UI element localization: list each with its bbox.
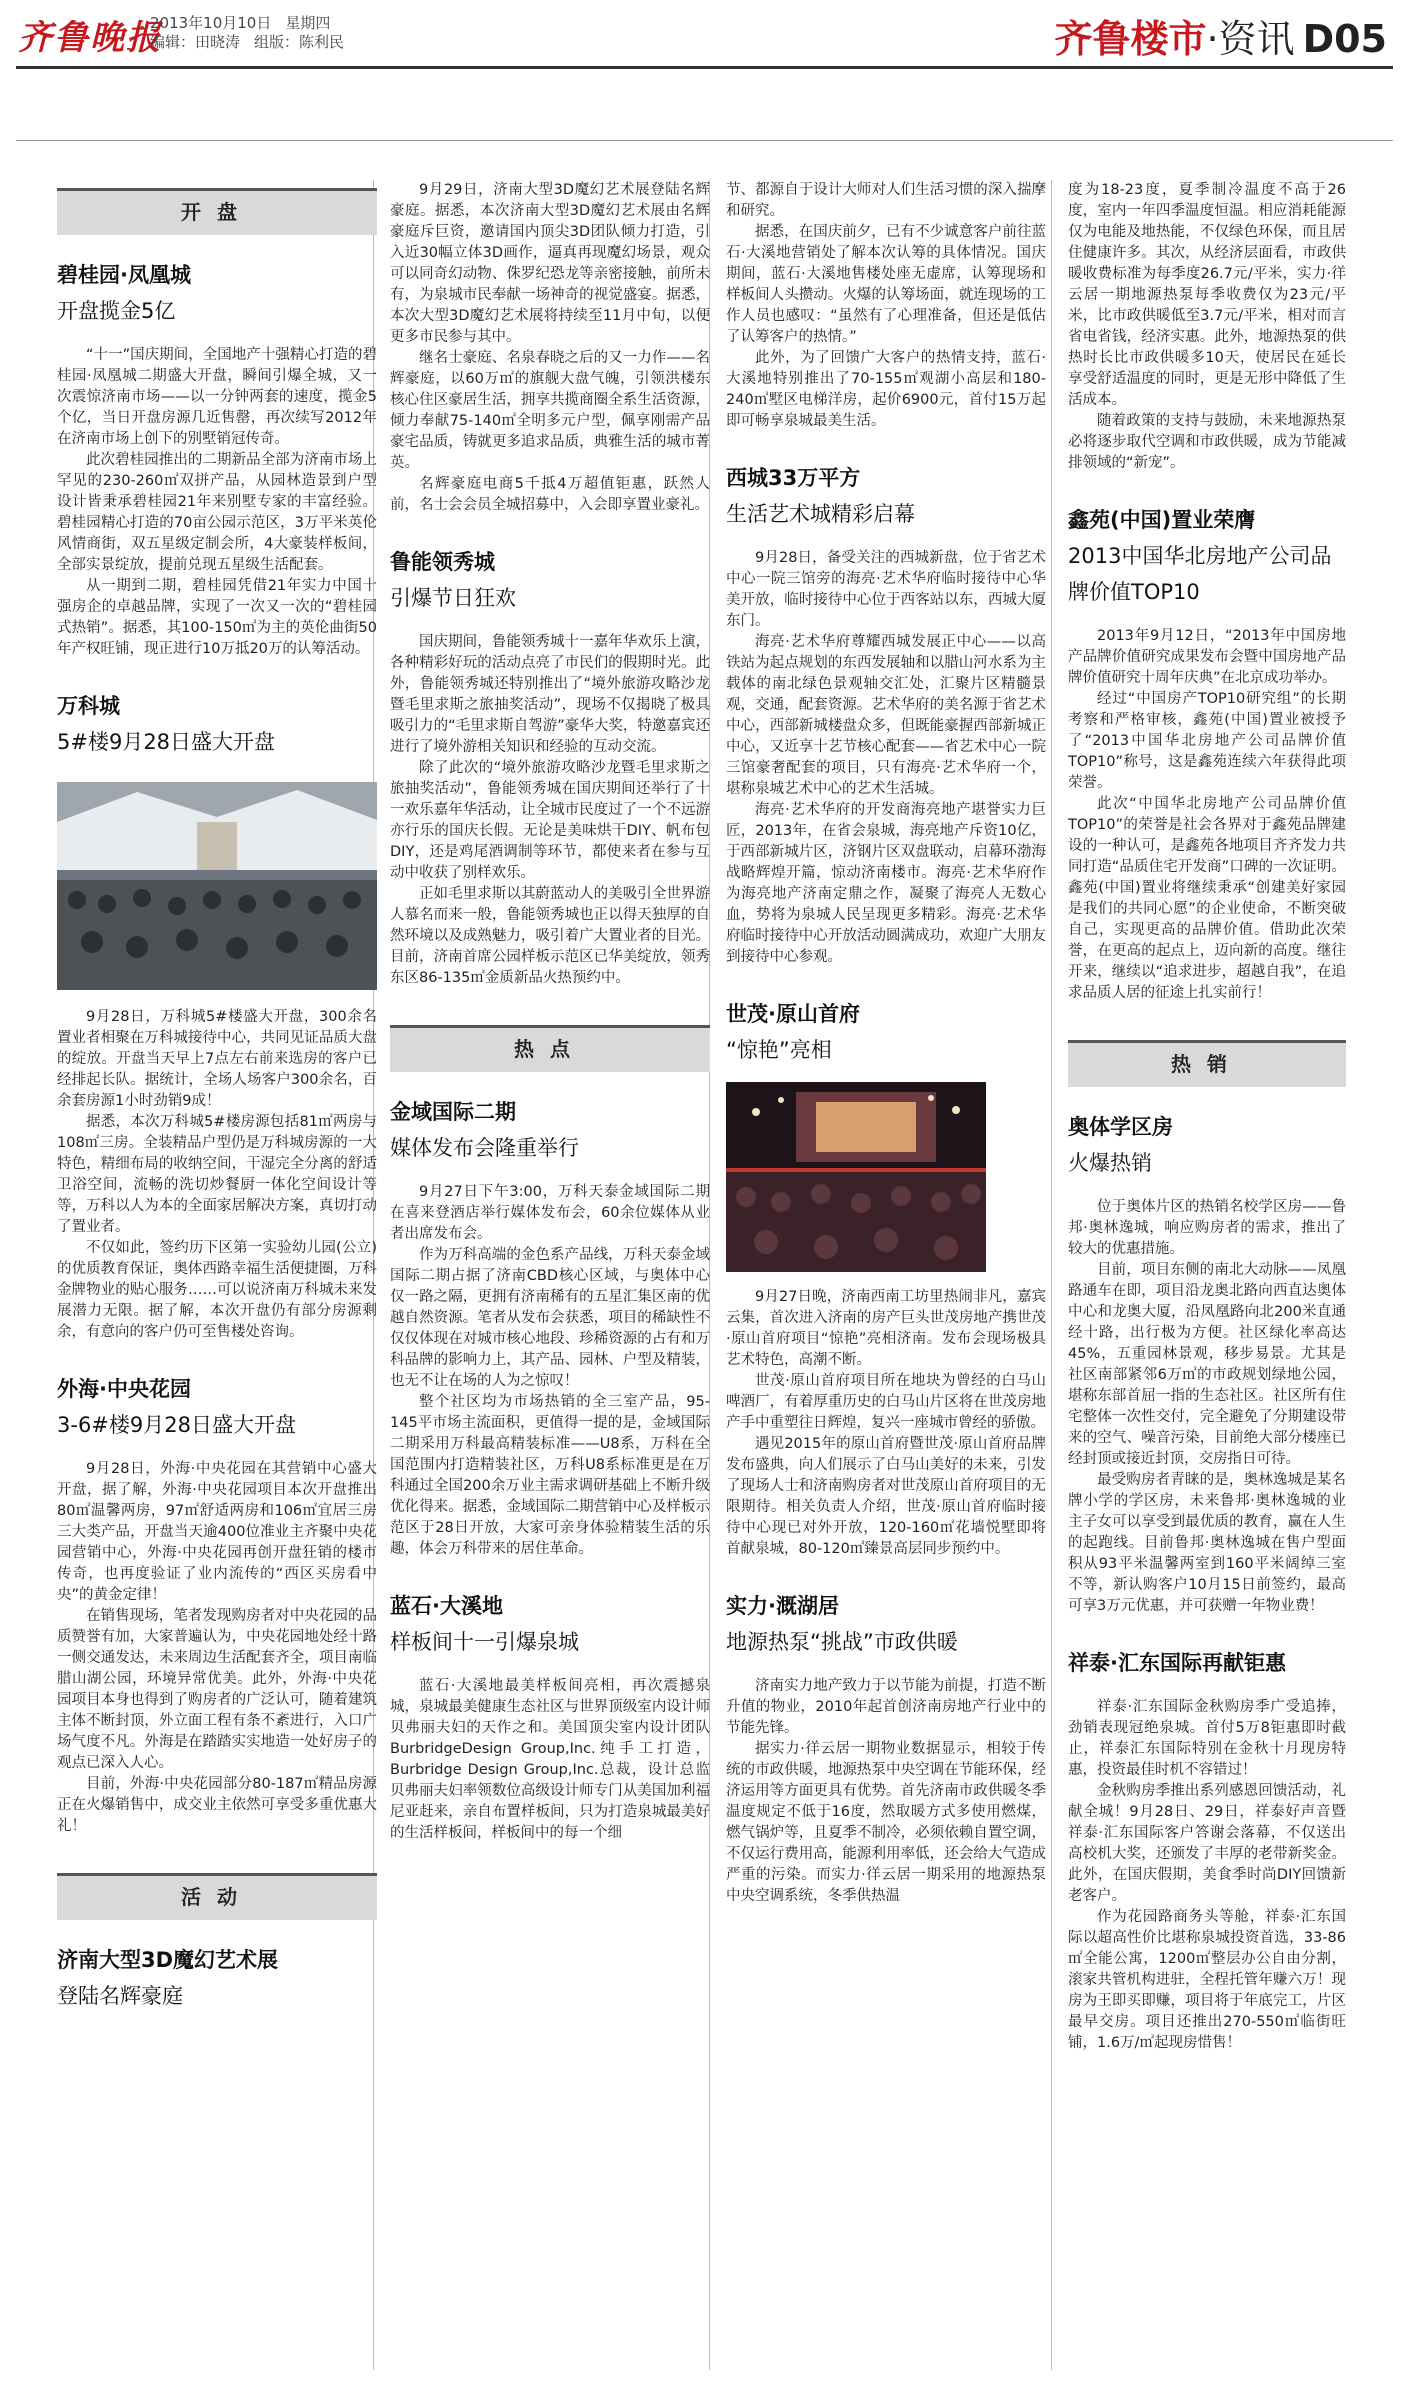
section-name: 齐鲁楼市 xyxy=(1054,17,1207,61)
article-paragraph: 国庆期间，鲁能领秀城十一嘉年华欢乐上演，各种精彩好玩的活动点亮了市民们的假期时光。此外，鲁能领秀城还特别推出了“境外旅游攻略沙龙暨毛里求斯之旅抽奖活动”，现场不仅揭晓了极具吸引力的“毛里求斯自驾游”豪华大奖，特邀嘉宾还进行了境外游相关知识和经验的互动交流。 xyxy=(390,634,710,755)
article-subtitle: 登陆名辉豪庭 xyxy=(57,1984,183,2008)
masthead xyxy=(0,0,1409,62)
article-title: 实力·溉湖居 xyxy=(726,1594,839,1618)
article-paragraph: 从一期到二期，碧桂园凭借21年实力中国十强房企的卓越品牌，实现了一次又一次的“碧桂园式热销”。据悉，其100-150㎡为主的英伦曲街50年产权旺铺，现正进行10万抵20万的认筹活动。 xyxy=(57,578,377,657)
article-title: 祥泰·汇东国际再献钜惠 xyxy=(1068,1651,1286,1675)
section-bar-opening: 开盘 xyxy=(57,188,377,235)
opening-crowd-photo xyxy=(57,782,377,990)
article-paragraph: 蓝石·大溪地最美样板间亮相，再次震撼泉城，泉城最美健康生态社区与世界顶级室内设计师贝弗丽夫妇的天作之和。美国顶尖室内设计团队BurbridgeDesign Group,Inc.纯手工打造，Burbridge Design Group,Inc.总裁，设计总监贝弗丽夫妇率领数位高级设计师专门从美国加利福尼亚赶来，亲自布置样板间，只为打造泉城最美好的生活样板间，样板间中的每一个细 xyxy=(390,1678,710,1841)
column-3 xyxy=(726,180,1046,1907)
article-subtitle: 样板间十一引爆泉城 xyxy=(390,1630,579,1654)
article-paragraph: 正如毛里求斯以其蔚蓝动人的美吸引全世界游人慕名而来一般，鲁能领秀城也正以得天独厚的自然环境以及成熟魅力，吸引着广大置业者的目光。目前，济南首席公园样板示范区已华美绽放，领秀东区86-135㎡金质新品火热预约中。 xyxy=(390,886,710,986)
editor-credit: 编辑：田晓涛 xyxy=(150,33,241,51)
section-bar-hot-sale: 热销 xyxy=(1068,1040,1346,1087)
article-paragraph: 经过“中国房产TOP10研究组”的长期考察和严格审核，鑫苑(中国)置业被授予了“2013中国华北房地产公司品牌价值TOP10”称号，这是鑫苑连续六年获得此项荣誉。 xyxy=(1068,691,1346,791)
article-paragraph: 9月27日下午3:00，万科天泰金域国际二期在喜来登酒店举行媒体发布会，60余位媒体从业者出席发布会。 xyxy=(390,1184,710,1242)
masthead-rule-thick xyxy=(16,66,1393,69)
article-subtitle: 2013中国华北房地产公司品 xyxy=(1068,544,1332,568)
article-paragraph: 济南实力地产致力于以节能为前提，打造不断升值的物业，2010年起首创济南房地产行业中的节能先锋。 xyxy=(726,1678,1046,1736)
article-luneng xyxy=(390,544,710,989)
article-paragraph: 作为万科高端的金色系产品线，万科天泰金域国际二期占据了济南CBD核心区域，与奥体中心仅一路之隔，更拥有济南稀有的五星汇集区南的优越自然资源。笔者从发布会获悉，项目的稀缺性不仅仅体现在对城市核心地段、珍稀资源的占有和万科品牌的影响力上，其产品、园林、户型及精装，也无不让在场的人为之惊叹！ xyxy=(390,1247,710,1389)
article-subtitle: 引爆节日狂欢 xyxy=(390,586,516,610)
article-paragraph: 节、都源自于设计大师对人们生活习惯的深入揣摩和研究。 xyxy=(726,182,1046,219)
article-paragraph: 9月28日，万科城5#楼盛大开盘，300余名置业者相聚在万科城接待中心，共同见证品质大盘的绽放。开盘当天早上7点左右前来选房的客户已经排起长队。据统计，全场人场客户300余名，百余套房源1小时劲销9成！ xyxy=(57,1009,377,1109)
section-brand xyxy=(1054,8,1387,63)
article-paragraph: 据悉，本次万科城5#楼房源包括81㎡两房与108㎡三房。全装精品户型仍是万科城房源的一大特色，精细布局的收纳空间，干湿完全分离的舒适卫浴空间，流畅的洗切炒餐厨一体化空间设计等等，万科以人为本的全面家居解决方案，真切打动了置业者。 xyxy=(57,1114,377,1235)
article-xiangtai xyxy=(1068,1645,1346,2054)
article-paragraph: 不仅如此，签约历下区第一实验幼儿园(公立)的优质教育保证，奥体西路幸福生活便捷圈，万科金牌物业的贴心服务……可以说济南万科城未来发展潜力无限。据了解，本次开盘仍有部分房源剩余，有意向的客户仍可至售楼处咨询。 xyxy=(57,1240,377,1340)
article-title: 西城33万平方 xyxy=(726,466,861,490)
launch-event-photo xyxy=(726,1082,986,1272)
article-paragraph: 在销售现场，笔者发现购房者对中央花园的品质赞誉有加，大家普遍认为，中央花园地处经十路一侧交通发达，未来周边生活配套齐全，项目南临腊山湖公园，环境异常优美。此外，外海·中央花园项目本身也得到了购房者的广泛认可，随着建筑主体不断封顶，外立面工程有条不紊进行，入口广场气度不凡。外海是在踏踏实实地造一处好房子的观点已深入人心。 xyxy=(57,1608,377,1771)
issue-weekday: 星期四 xyxy=(285,14,331,32)
article-title: 奥体学区房 xyxy=(1068,1115,1173,1139)
article-lanshi xyxy=(390,1588,710,1844)
article-paragraph: 据实力·徉云居一期物业数据显示，相较于传统的市政供暖，地源热泵中央空调在节能环保，经济运用等方面更具有优势。首先济南市政供暖冬季温度规定不低于16度，然取暖方式多使用燃煤，燃气锅炉等，且夏季不制冷，必须依赖自置空调，不仅运行费用高，能源利用率低，还会给大气造成严重的污染。而实力·徉云居一期采用的地源热泵中央空调系统，冬季供热温 xyxy=(726,1741,1046,1904)
article-paragraph: 9月28日，备受关注的西城新盘，位于省艺术中心一院三馆旁的海亮·艺术华府临时接待中心华美开放，临时接待中心位于西客站以东，西城大厦东门。 xyxy=(726,550,1046,629)
article-paragraph: 金秋购房季推出系列感恩回馈活动，礼献全城！9月28日、29日，祥泰好声音暨祥泰·汇东国际客户答谢会落幕，不仅送出高校机大奖，还颁发了丰厚的老带新奖金。此外，在国庆假期，美食季时尚DIY回馈新老客户。 xyxy=(1068,1783,1346,1904)
article-paragraph: 名辉豪庭电商5千抵4万超值钜惠，跃然人前，名士会会员全城招募中，入会即享置业豪礼。 xyxy=(390,476,710,513)
article-aoti xyxy=(1068,1109,1346,1617)
article-title: 鑫苑(中国)置业荣膺 xyxy=(1068,508,1256,532)
issue-meta xyxy=(150,14,358,52)
section-bar-events: 活动 xyxy=(57,1873,377,1920)
article-paragraph: 海亮·艺术华府的开发商海亮地产堪誉实力巨匠，2013年，在省会泉城，海亮地产斥资10亿，于西部新城片区，济钢片区双盘联动，启幕环渤海战略辉煌开篇，惊动济南楼市。海亮·艺术华府作为海亮地产济南定鼎之作，凝聚了海亮人无数心血，势将为泉城人民呈现更多精彩。海亮·艺术华府临时接待中心开放活动圆满成功，欢迎广大朋友到接待中心参观。 xyxy=(726,802,1046,965)
article-paragraph: 海亮·艺术华府尊耀西城发展正中心——以高铁站为起点规划的东西发展轴和以腊山河水系为主载体的南北绿色景观轴交汇处，汇聚片区精髓景观，交通，配套资源。艺术华府的美名源于省艺术中心，西部新城楼盘众多，但既能豪握西部新城正中心，又近享十艺节核心配套——省艺术中心一院三馆豪奢配套的项目，只有海亮·艺术华府一个，堪称泉城艺术中心的艺术生活城。 xyxy=(726,634,1046,797)
article-subtitle: “惊艳”亮相 xyxy=(726,1038,832,1062)
article-lanshi-continued xyxy=(726,180,1046,432)
article-biguiyuan xyxy=(57,257,377,660)
page-number: D05 xyxy=(1302,17,1387,61)
column-divider xyxy=(1051,180,1052,2370)
article-vanke xyxy=(57,688,377,1343)
article-title: 鲁能领秀城 xyxy=(390,550,495,574)
article-paragraph: 目前，外海·中央花园部分80-187㎡精品房源正在火爆销售中，成交业主依然可享受多重优惠大礼！ xyxy=(57,1776,377,1834)
article-paragraph: 继名士豪庭、名泉春晓之后的又一力作——名辉豪庭，以60万㎡的旗舰大盘气魄，引领洪楼东核心住区豪居生活，拥享共揽商圈全系生活资源，倾力奉献75-140㎡全明多元户型，佩享刚需产品豪宅品质，铸就更多追求品质，典雅生活的城市菁英。 xyxy=(390,350,710,471)
article-subtitle: 地源热泵“挑战”市政供暖 xyxy=(726,1630,958,1654)
article-paragraph: “十一”国庆期间，全国地产十强精心打造的碧桂园·凤凰城二期盛大开盘，瞬间引爆全城，又一次震惊济南市场——以一分钟两套的速度，揽金5个亿，当日开盘房源几近售罄，再次续写2012年在济南市场上创下的别墅销冠传奇。 xyxy=(57,347,377,447)
article-paragraph: 9月27日晚，济南西南工坊里热闹非凡，嘉宾云集，首次进入济南的房产巨头世茂房地产携世茂·原山首府项目“惊艳”亮相济南。发布会现场极具艺术特色，高潮不断。 xyxy=(726,1289,1046,1368)
layout-credit: 组版：陈利民 xyxy=(254,33,345,51)
article-paragraph: 此次“中国华北房地产公司品牌价值TOP10”的荣誉是社会各界对于鑫苑品牌建设的一种认可，是鑫苑各地项目齐齐发力共同打造“品质住宅开发商”口碑的一次证明。鑫苑(中国)置业将继续秉承“创建美好家园是我们的共同心愿”的企业使命，不断突破自己，实现更高的品牌价值。借助此次荣誉，在更高的起点上，迈向新的高度。继往开来，继续以“追求进步，超越自我”，在追求品质人居的征途上扎实前行！ xyxy=(1068,796,1346,1001)
masthead-rule-thin xyxy=(16,140,1393,141)
article-paragraph: 祥泰·汇东国际金秋购房季广受追捧，劲销表现冠绝泉城。首付5万8钜惠即时截止，祥泰汇东国际特别在金秋十月现房特惠，投资最佳时机不容错过！ xyxy=(1068,1699,1346,1778)
article-paragraph: 世茂·原山首府项目所在地块为曾经的白马山啤酒厂，有着厚重历史的白马山片区将在世茂房地产手中重塑往日辉煌，复兴一座城市曾经的骄傲。 xyxy=(726,1373,1046,1431)
article-paragraph: 度为18-23度，夏季制冷温度不高于26度，室内一年四季温度恒温。相应消耗能源仅为电能及地热能，不仅绿色环保，而且居住健康许多。其次，从经济层面看，市政供暖收费标准为每季度26.7元/平米，实力·徉云居一期地源热泵每季收费仅为23元/平米，比市政供暖低至3.7元/平米，相对而言省电省钱，经济实惠。此外，地源热泵的供热时长比市政供暖多10天，使居民在延长享受舒适温度的同时，更是无形中降低了生活成本。 xyxy=(1068,182,1346,408)
article-paragraph: 除了此次的“境外旅游攻略沙龙暨毛里求斯之旅抽奖活动”，鲁能领秀城在国庆期间还举行了十一欢乐嘉年华活动，让全城市民度过了一个不远游亦行乐的国庆长假。无论是美味烘干DIY、帆布包DIY，还是鸡尾酒调制等环节，都使来者在参与互动中收获了别样欢乐。 xyxy=(390,760,710,881)
article-shili xyxy=(726,1588,1046,1907)
article-paragraph: 据悉，在国庆前夕，已有不少诚意客户前往蓝石·大溪地营销处了解本次认筹的具体情况。国庆期间，蓝石·大溪地售楼处座无虚席，认筹现场和样板间人头攒动。火爆的认筹场面，就连现场的工作人员也感叹：“虽然有了心理准备，但还是低估了认筹客户的热情。” xyxy=(726,224,1046,345)
article-jinyu xyxy=(390,1094,710,1560)
article-paragraph: 最受购房者青睐的是，奥林逸城是某名牌小学的学区房，未来鲁邦·奥林逸城的业主子女可以享受到最优质的教育，赢在人生的起跑线。目前鲁邦·奥林逸城在售户型面积从93平米温馨两室到160平米阔绰三室不等，新认购客户10月15日前签约，最高可享3万元优惠，并可获赠一年物业费！ xyxy=(1068,1472,1346,1614)
article-subtitle: 火爆热销 xyxy=(1068,1151,1152,1175)
article-shili-continued xyxy=(1068,180,1346,474)
article-paragraph: 作为花园路商务头等舱，祥泰·汇东国际以超高性价比堪称泉城投资首选，33-86㎡全能公寓，1200㎡整层办公自由分割，滚家共管机构进驻，全程托管年赚六万！现房为王即买即赚，项目将于年底完工，片区最早交房。项目还推出270-550㎡临街旺铺，1.6万/㎡起现房惜售！ xyxy=(1068,1909,1346,2051)
article-subtitle: 媒体发布会隆重举行 xyxy=(390,1136,579,1160)
article-title: 金域国际二期 xyxy=(390,1100,516,1124)
newspaper-logo: 齐鲁晚报 xyxy=(18,18,162,58)
article-subtitle: 开盘揽金5亿 xyxy=(57,299,176,323)
article-paragraph: 位于奥体片区的热销名校学区房——鲁邦·奥林逸城，响应购房者的需求，推出了较大的优惠措施。 xyxy=(1068,1199,1346,1257)
article-hailiang xyxy=(726,460,1046,968)
article-title: 世茂·原山首府 xyxy=(726,1002,860,1026)
article-paragraph: 9月28日，外海·中央花园在其营销中心盛大开盘，据了解，外海·中央花园项目本次开盘推出80㎡温馨两房，97㎡舒适两房和106㎡宜居三房三大类产品，开盘当天逾400位准业主齐聚中央花园营销中心，外海·中央花园再创开盘狂销的楼市传奇，也再度验证了业内流传的“西区买房看中央”的黄金定律！ xyxy=(57,1461,377,1603)
article-xinyuan xyxy=(1068,502,1346,1004)
article-title: 济南大型3D魔幻艺术展 xyxy=(57,1948,279,1972)
article-paragraph: 此外，为了回馈广大客户的热情支持，蓝石·大溪地特别推出了70-155㎡观湖小高层和180-240㎡墅区电梯洋房，起价6900元，首付15万起即可畅享泉城最美生活。 xyxy=(726,350,1046,429)
article-paragraph: 此次碧桂园推出的二期新品全部为济南市场上罕见的230-260㎡双拼产品，从园林造景到户型设计皆秉承碧桂园21年来别墅专家的丰富经验。碧桂园精心打造的70亩公园示范区，3万平米英伦风情商街，双五星级定制会所，4大豪装样板间，全部实景绽放，提前兑现五星级生活配套。 xyxy=(57,452,377,573)
article-3d-art-continued xyxy=(390,180,710,516)
section-dot: · xyxy=(1206,17,1219,61)
article-3d-art xyxy=(57,1942,377,2014)
article-waihai xyxy=(57,1371,377,1837)
column-1 xyxy=(57,180,377,2030)
article-paragraph: 整个社区均为市场热销的全三室产品，95-145平市场主流面积，更值得一提的是，金域国际二期采用万科最高精装标准——U8系，万科在全国范围内打造精装社区，万科U8系标准更是在万科通过全国200余万业主需求调研基础上不断升级优化得来。据悉，金域国际二期营销中心及样板示范区于28日开放，大家可亲身体验精装生活的乐趣，体会万科带来的居住革命。 xyxy=(390,1394,710,1557)
article-subtitle: 5#楼9月28日盛大开盘 xyxy=(57,730,276,754)
article-paragraph: 目前，项目东侧的南北大动脉——凤凰路通车在即，项目沿龙奥北路向西直达奥体中心和龙奥大厦，沿凤凰路向北200米直通经十路，出行极为方便。社区绿化率高达45%，五重园林景观，移步易景。尤其是社区南部紧邻6万㎡的市政规划绿地公园，堪称东部首屈一指的生态社区。社区所有住宅整体一次性交付，完全避免了分期建设带来的空气、噪音污染，目前绝大部分楼座已经封顶或接近封顶，交房指日可待。 xyxy=(1068,1262,1346,1467)
article-paragraph: 9月29日，济南大型3D魔幻艺术展登陆名辉豪庭。据悉，本次济南大型3D魔幻艺术展由名辉豪庭斥巨资，邀请国内顶尖3D团队倾力打造，引入近30幅立体3D画作，逼真再现魔幻场景，观众可以同奇幻动物、侏罗纪恐龙等亲密接触，前所未有，为泉城市民奉献一场神奇的视觉盛宴。据悉，本次大型3D魔幻艺术展将持续至11月中旬，以便更多市民参与其中。 xyxy=(390,182,710,345)
article-subtitle: 生活艺术城精彩启幕 xyxy=(726,502,915,526)
article-subtitle: 牌价值TOP10 xyxy=(1068,580,1200,604)
issue-date: 2013年10月10日 xyxy=(150,14,272,32)
article-title: 外海·中央花园 xyxy=(57,1377,191,1401)
subsection-name: 资讯 xyxy=(1218,17,1295,61)
article-subtitle: 3-6#楼9月28日盛大开盘 xyxy=(57,1413,296,1437)
article-title: 蓝石·大溪地 xyxy=(390,1594,503,1618)
article-title: 万科城 xyxy=(57,694,120,718)
article-shimao xyxy=(726,996,1046,1560)
section-bar-hotspot: 热点 xyxy=(390,1025,710,1072)
article-title: 碧桂园·凤凰城 xyxy=(57,263,191,287)
column-4 xyxy=(1068,180,1346,2054)
article-paragraph: 遇见2015年的原山首府暨世茂·原山首府品牌发布盛典，向人们展示了白马山美好的未来，引发了现场人士和济南购房者对世茂原山首府项目的无限期待。相关负责人介绍，世茂·原山首府临时接待中心现已对外开放，120-160㎡花墙悦墅即将首献泉城，80-120㎡臻景高层同步预约中。 xyxy=(726,1436,1046,1557)
article-paragraph: 随着政策的支持与鼓励，未来地源热泵必将逐步取代空调和市政供暖，成为节能减排领域的“新宠”。 xyxy=(1068,413,1346,471)
column-2 xyxy=(390,180,710,1844)
article-paragraph: 2013年9月12日，“2013年中国房地产品牌价值研究成果发布会暨中国房地产品牌价值研究十周年庆典”在北京成功举办。 xyxy=(1068,628,1346,686)
